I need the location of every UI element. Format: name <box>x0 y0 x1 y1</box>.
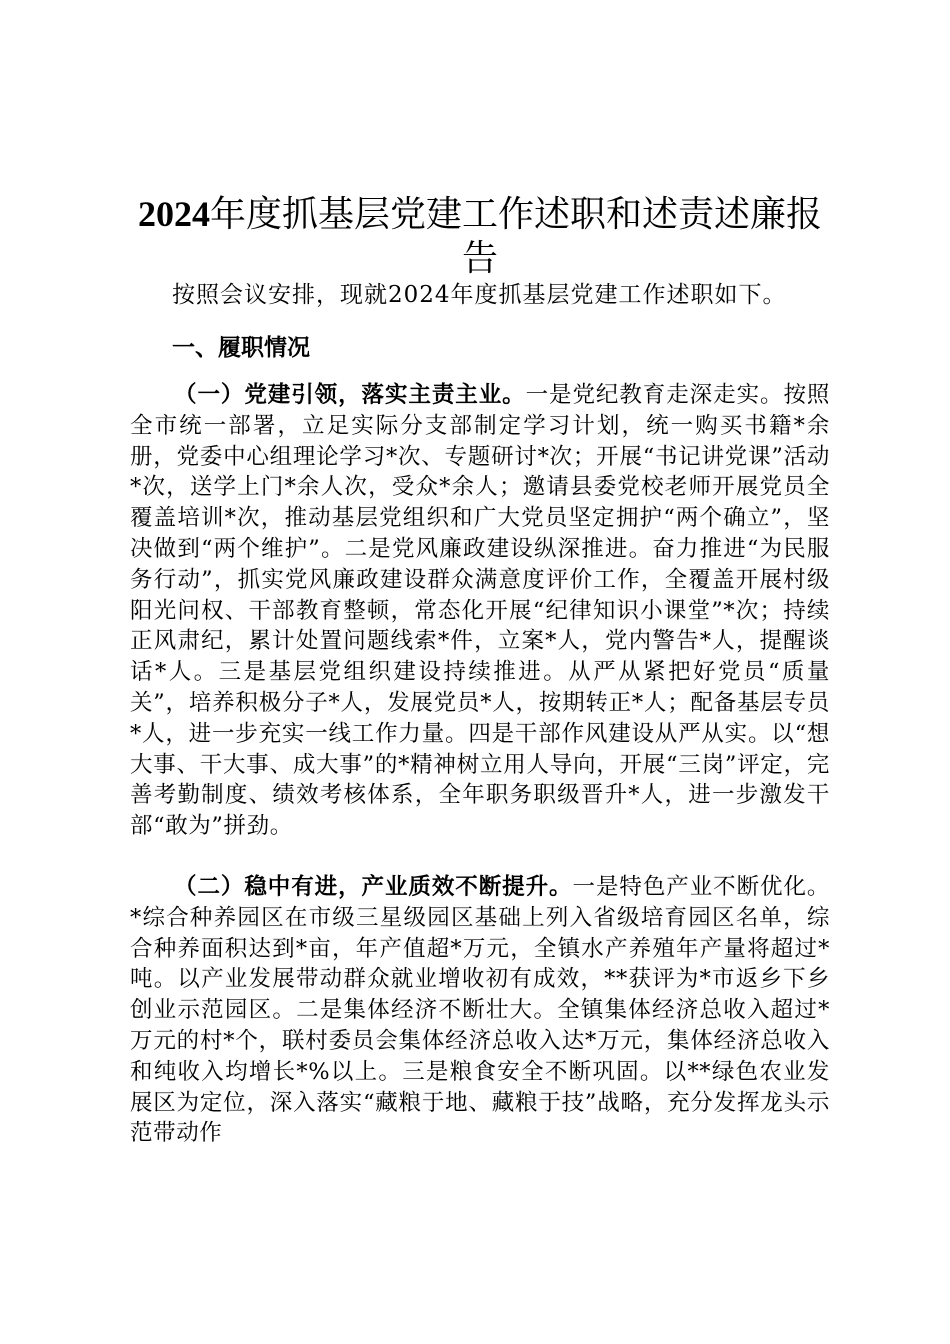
paragraph-2-body: 一是特色产业不断优化。*综合种养园区在市级三星级园区基础上列入省级培育园区名单，综合种养面积达到*亩，年产值超*万元，全镇水产养殖年产量将超过*吨。以产业发展带动群众就业增收初有成效，**获评为*市返乡下乡创业示范园区。二是集体经济不断壮大。全镇集体经济总收入超过*万元的村*个，联村委员会集体经济总收入达*万元，集体经济总收入和纯收入均增长*%以上。三是粮食安全不断巩固。以**绿色农业发展区为定位，深入落实“藏粮于地、藏粮于技”战略，充分发挥龙头示范带动作 <box>130 874 831 1147</box>
paragraph-1-lead: （一）党建引领，落实主责主业。 <box>174 382 526 408</box>
title-text: 年度抓基层党建工作述职和述责述廉报告 <box>209 194 822 280</box>
body-paragraph-1 <box>130 380 830 842</box>
intro-paragraph: 按照会议安排，现就2024年度抓基层党建工作述职如下。 <box>172 282 787 308</box>
paragraph-1-body: 一是党纪教育走深走实。按照全市统一部署，立足实际分支部制定学习计划，统一购买书籍*余册，党委中心组理论学习*次、专题研讨*次；开展“书记讲党课”活动*次，送学上门*余人次，受众*余人；邀请县委党校老师开展党员全覆盖培训*次，推动基层党组织和广大党员坚定拥护“两个确立”，坚决做到“两个维护”。二是党风廉政建设纵深推进。奋力推进“为民服务行动”，抓实党风廉政建设群众满意度评价工作，全覆盖开展村级阳光问权、干部教育整顿，常态化开展“纪律知识小课堂”*次；持续正风肃纪，累计处置问题线索*件，立案*人，党内警告*人，提醒谈话*人。三是基层党组织建设持续推进。从严从紧把好党员“质量关”，培养积极分子*人，发展党员*人，按期转正*人；配备基层专员*人，进一步充实一线工作力量。四是干部作风建设从严从实。以“想大事、干大事、成大事”的*精神树立用人导向，开展“三岗”评定，完善考勤制度、绩效考核体系，全年职务职级晋升*人，进一步激发干部“敢为”拼劲。 <box>130 382 830 840</box>
paragraph-2-lead: （二）稳中有进，产业质效不断提升。 <box>174 874 573 900</box>
body-paragraph-2 <box>130 872 830 1149</box>
section-heading: 一、履职情况 <box>172 335 310 361</box>
title-year: 2024 <box>137 194 210 235</box>
document-title <box>130 192 830 281</box>
